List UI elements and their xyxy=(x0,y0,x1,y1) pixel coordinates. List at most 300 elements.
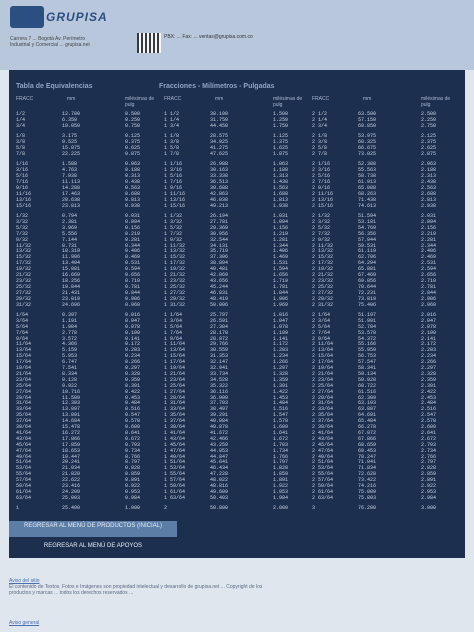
back-to-support-button[interactable]: REGRESAR AL MENÚ DE APOYOS xyxy=(9,541,177,551)
inch-cell: 1.938 xyxy=(273,202,289,209)
fraction-cell: 45/64 xyxy=(16,441,32,448)
fraction-cell: 53/64 xyxy=(16,465,32,472)
millimeter-cell: 21.431 xyxy=(62,289,81,296)
fraction-cell: 27/64 xyxy=(16,388,32,395)
fraction-cell: 1 27/64 xyxy=(164,388,186,395)
inch-cell: 1.344 xyxy=(273,242,289,249)
millimeter-cell: 63.500 xyxy=(358,111,377,117)
site-notice-heading: Aviso del sitio xyxy=(9,578,40,584)
inch-cell: 0.391 xyxy=(125,382,141,389)
fraction-cell: 1 11/32 xyxy=(164,242,186,249)
inch-cell: 1.094 xyxy=(273,218,289,225)
inch-cell: 2.531 xyxy=(421,260,437,267)
millimeter-cell: 29.766 xyxy=(210,341,229,348)
inch-cell: 0.547 xyxy=(125,412,141,419)
inch-cell: 0.906 xyxy=(125,295,141,302)
site-notice xyxy=(9,578,269,596)
fraction-cell: 7/16 xyxy=(16,179,29,185)
millimeter-cell: 30.163 xyxy=(210,167,229,174)
fraction-cell: 1 29/64 xyxy=(164,394,186,401)
inch-cell: 2.063 xyxy=(421,161,437,168)
fraction-cell: 5/64 xyxy=(16,323,29,330)
inch-cell: 0.516 xyxy=(125,406,141,413)
millimeter-cell: 44.450 xyxy=(210,122,229,129)
millimeter-cell: 55.563 xyxy=(358,167,377,174)
fraction-cell: 2 21/64 xyxy=(312,370,334,377)
inch-cell: 1.156 xyxy=(273,224,289,231)
millimeter-cell: 9.128 xyxy=(62,376,78,383)
fraction-cell: 2 5/8 xyxy=(312,145,328,151)
inch-cell: 1.922 xyxy=(273,483,289,489)
fraction-cell: 13/64 xyxy=(16,347,32,354)
millimeter-cell: 51.991 xyxy=(358,317,377,324)
inch-cell: 0.406 xyxy=(125,248,141,255)
inch-cell: 1.125 xyxy=(273,133,289,140)
inch-cell: 0.984 xyxy=(125,494,141,501)
back-to-products-button[interactable]: REGRESAR AL MENÚ DE PRODUCTOS (INICIAL) xyxy=(9,521,177,537)
inch-cell: 0.734 xyxy=(125,447,141,454)
fraction-cell: 23/64 xyxy=(16,376,32,383)
fraction-cell: 49/64 xyxy=(16,453,32,460)
inch-cell: 1.188 xyxy=(273,167,289,174)
fraction-cell: 7/32 xyxy=(16,230,29,237)
inch-cell: 0.500 xyxy=(125,111,141,117)
millimeter-cell: 21.828 xyxy=(62,471,81,478)
inch-cell: 2.813 xyxy=(421,196,437,203)
fraction-cell: 1 55/64 xyxy=(164,471,186,478)
inch-cell: 2.719 xyxy=(421,277,437,284)
fraction-cell: 2 1/4 xyxy=(312,116,328,123)
fraction-cell: 2 29/64 xyxy=(312,394,334,401)
fraction-cell: 27/32 xyxy=(16,289,32,296)
fraction-cell: 2 9/64 xyxy=(312,335,331,342)
millimeter-cell: 48.022 xyxy=(210,477,229,484)
inch-cell: 1.266 xyxy=(273,359,289,366)
millimeter-cell: 3.175 xyxy=(62,133,78,140)
millimeter-cell: 32.147 xyxy=(210,359,229,366)
fraction-cell: 2 33/64 xyxy=(312,406,334,413)
inch-cell: 1.641 xyxy=(273,429,289,436)
column-header-inch: milésimas de pulg xyxy=(273,96,303,108)
inch-cell: 0.063 xyxy=(125,161,141,168)
millimeter-cell: 34.925 xyxy=(210,139,229,146)
millimeter-cell: 1.984 xyxy=(62,323,78,330)
inch-cell: 2.156 xyxy=(421,224,437,231)
millimeter-cell: 28.972 xyxy=(210,335,229,342)
fraction-cell: 1 1/16 xyxy=(164,161,183,168)
millimeter-cell: 52.784 xyxy=(358,323,377,330)
inch-cell: 2.188 xyxy=(421,167,437,174)
millimeter-cell: 53.181 xyxy=(358,218,377,225)
inch-cell: 2.453 xyxy=(421,394,437,401)
inch-cell: 2.547 xyxy=(421,412,437,419)
millimeter-cell: 55.959 xyxy=(358,347,377,354)
millimeter-cell: 23.416 xyxy=(62,483,81,489)
fraction-cell: 2 37/64 xyxy=(312,418,334,425)
inch-cell: 2.141 xyxy=(421,335,437,342)
inch-cell: 0.188 xyxy=(125,167,141,174)
fraction-cell: 2 43/64 xyxy=(312,435,334,442)
fraction-cell: 1 45/64 xyxy=(164,441,186,448)
column-header-mm: mm xyxy=(67,96,76,102)
fraction-cell: 2 25/64 xyxy=(312,382,334,389)
fraction-cell: 51/64 xyxy=(16,459,32,466)
fraction-cell: 1 25/64 xyxy=(164,382,186,389)
millimeter-cell: 6.747 xyxy=(62,359,78,366)
fraction-cell: 2 9/32 xyxy=(312,236,331,243)
millimeter-cell: 49.213 xyxy=(210,202,229,209)
inch-cell: 1.672 xyxy=(273,435,289,442)
millimeter-cell: 43.259 xyxy=(210,441,229,448)
fraction-cell: 2 61/64 xyxy=(312,488,334,495)
fraction-cell: 1 23/64 xyxy=(164,376,186,383)
millimeter-cell: 50.800 xyxy=(210,505,229,512)
fraction-cell: 2 7/32 xyxy=(312,230,331,237)
inch-cell: 1.359 xyxy=(273,376,289,383)
inch-cell: 1.688 xyxy=(273,190,289,197)
fraction-cell: 2 17/64 xyxy=(312,359,334,366)
fraction-cell: 2 51/64 xyxy=(312,459,334,466)
millimeter-cell: 5.159 xyxy=(62,347,78,354)
millimeter-cell: 75.406 xyxy=(358,301,377,308)
fraction-cell: 2 39/64 xyxy=(312,424,334,430)
millimeter-cell: 65.088 xyxy=(358,184,377,191)
inch-cell: 0.031 xyxy=(125,213,141,219)
inch-cell: 2.094 xyxy=(421,218,437,225)
inch-cell: 2.406 xyxy=(421,248,437,255)
inch-cell: 0.438 xyxy=(125,179,141,185)
inch-cell: 1.859 xyxy=(273,471,289,478)
fraction-cell: 57/64 xyxy=(16,477,32,484)
millimeter-cell: 22.622 xyxy=(62,477,81,484)
fraction-cell: 1 5/64 xyxy=(164,323,183,330)
fraction-cell: 2 41/64 xyxy=(312,429,334,436)
inch-cell: 1.734 xyxy=(273,447,289,454)
inch-cell: 2.359 xyxy=(421,376,437,383)
inch-cell: 1.406 xyxy=(273,248,289,255)
inch-cell: 0.422 xyxy=(125,388,141,395)
millimeter-cell: 65.881 xyxy=(358,266,377,273)
inch-cell: 0.672 xyxy=(125,435,141,442)
table-title: Tabla de Equivalencias xyxy=(16,83,93,90)
inch-cell: 2.656 xyxy=(421,272,437,278)
fraction-cell: 2 1/32 xyxy=(312,213,331,219)
inch-cell: 2.766 xyxy=(421,453,437,460)
fraction-cell: 2 45/64 xyxy=(312,441,334,448)
fraction-cell: 1 63/64 xyxy=(164,494,186,501)
inch-cell: 0.828 xyxy=(125,465,141,472)
fraction-cell: 1 43/64 xyxy=(164,435,186,442)
fraction-cell: 1 7/8 xyxy=(164,150,180,157)
millimeter-cell: 16.669 xyxy=(62,272,81,278)
inch-cell: 1.031 xyxy=(273,213,289,219)
fraction-cell: 2 19/64 xyxy=(312,365,334,371)
qr-code-icon xyxy=(137,33,161,53)
inch-cell: 2.672 xyxy=(421,435,437,442)
millimeter-cell: 65.484 xyxy=(358,418,377,425)
millimeter-cell: 13.097 xyxy=(62,406,81,413)
millimeter-cell: 19.447 xyxy=(62,453,81,460)
millimeter-cell: 61.516 xyxy=(358,388,377,395)
inch-cell: 0.594 xyxy=(125,266,141,273)
fraction-cell: 1 21/32 xyxy=(164,272,186,278)
fraction-cell: 17/64 xyxy=(16,359,32,366)
millimeter-cell: 58.738 xyxy=(358,173,377,180)
millimeter-cell: 63.897 xyxy=(358,406,377,413)
inch-cell: 1.563 xyxy=(273,184,289,191)
site-header xyxy=(0,0,474,70)
fraction-cell: 1 1/2 xyxy=(164,111,180,117)
millimeter-cell: 69.453 xyxy=(358,447,377,454)
inch-cell: 0.922 xyxy=(125,483,141,489)
fraction-cell: 2 31/32 xyxy=(312,301,334,308)
millimeter-cell: 20.638 xyxy=(62,196,81,203)
millimeter-cell: 42.466 xyxy=(210,435,229,442)
inch-cell: 0.469 xyxy=(125,254,141,261)
fraction-cell: 11/32 xyxy=(16,242,32,249)
inch-cell: 0.109 xyxy=(125,329,141,336)
millimeter-cell: 17.859 xyxy=(62,441,81,448)
fraction-cell: 1 35/64 xyxy=(164,412,186,419)
fraction-cell: 2 3/16 xyxy=(312,167,331,174)
fraction-cell: 1 3/16 xyxy=(164,167,183,174)
column-header-fracc: FRACC xyxy=(164,96,182,102)
column-header-fracc: FRACC xyxy=(312,96,330,102)
millimeter-cell: 27.384 xyxy=(210,323,229,330)
fraction-cell: 1 49/64 xyxy=(164,453,186,460)
millimeter-cell: 67.469 xyxy=(358,272,377,278)
inch-cell: 0.563 xyxy=(125,184,141,191)
fraction-cell: 1 1/8 xyxy=(164,133,180,140)
fraction-cell: 47/64 xyxy=(16,447,32,454)
inch-cell: 2.234 xyxy=(421,353,437,360)
fraction-cell: 2 27/64 xyxy=(312,388,334,395)
millimeter-cell: 73.025 xyxy=(358,150,377,157)
inch-cell: 2.500 xyxy=(421,111,437,117)
fraction-cell: 2 19/32 xyxy=(312,266,334,273)
millimeter-cell: 56.753 xyxy=(358,353,377,360)
fraction-cell: 19/32 xyxy=(16,266,32,273)
inch-cell: 2.938 xyxy=(421,202,437,209)
fraction-cell: 2 5/32 xyxy=(312,224,331,231)
millimeter-cell: 32.544 xyxy=(210,236,229,243)
inch-cell: 2.563 xyxy=(421,184,437,191)
millimeter-cell: 46.038 xyxy=(210,196,229,203)
millimeter-cell: 40.878 xyxy=(210,424,229,430)
fraction-cell: 2 3/32 xyxy=(312,218,331,225)
fraction-cell: 7/64 xyxy=(16,329,29,336)
inch-cell: 1.172 xyxy=(273,341,289,348)
millimeter-cell: 26.591 xyxy=(210,317,229,324)
millimeter-cell: 72.231 xyxy=(358,289,377,296)
inch-cell: 0.125 xyxy=(125,133,141,140)
millimeter-cell: 72.628 xyxy=(358,471,377,478)
fraction-cell: 2 15/16 xyxy=(312,202,334,209)
fraction-cell: 2 17/32 xyxy=(312,260,334,267)
millimeter-cell: 27.781 xyxy=(210,218,229,225)
inch-cell: 2.875 xyxy=(421,150,437,157)
millimeter-cell: 66.675 xyxy=(358,145,377,151)
inch-cell: 2.516 xyxy=(421,406,437,413)
millimeter-cell: 43.656 xyxy=(210,277,229,284)
millimeter-cell: 61.913 xyxy=(358,179,377,185)
inch-cell: 0.297 xyxy=(125,365,141,371)
fraction-cell: 2 27/32 xyxy=(312,289,334,296)
millimeter-cell: 37.703 xyxy=(210,400,229,407)
millimeter-cell: 61.119 xyxy=(358,248,377,255)
inch-cell: 1.719 xyxy=(273,277,289,284)
fraction-cell: 1 19/32 xyxy=(164,266,186,273)
fraction-cell: 1 13/16 xyxy=(164,196,186,203)
fraction-cell: 2 25/32 xyxy=(312,283,334,290)
millimeter-cell: 28.178 xyxy=(210,329,229,336)
inch-cell: 0.797 xyxy=(125,459,141,466)
fraction-cell: 21/64 xyxy=(16,370,32,377)
millimeter-cell: 75.803 xyxy=(358,494,377,501)
fraction-cell: 7/8 xyxy=(16,150,26,157)
millimeter-cell: 57.150 xyxy=(358,116,377,123)
millimeter-cell: 2.381 xyxy=(62,218,78,225)
fraction-cell: 25/32 xyxy=(16,283,32,290)
inch-cell: 0.328 xyxy=(125,370,141,377)
fraction-cell: 2 59/64 xyxy=(312,483,334,489)
inch-cell: 2.203 xyxy=(421,347,437,354)
inch-cell: 1.750 xyxy=(273,122,289,129)
fraction-cell: 1 17/64 xyxy=(164,359,186,366)
fraction-cell: 5/16 xyxy=(16,173,29,180)
inch-cell: 2.578 xyxy=(421,418,437,425)
inch-cell: 0.953 xyxy=(125,488,141,495)
millimeter-cell: 11.509 xyxy=(62,394,81,401)
inch-cell: 2.000 xyxy=(273,505,289,512)
millimeter-cell: 56.356 xyxy=(358,230,377,237)
fraction-cell: 55/64 xyxy=(16,471,32,478)
millimeter-cell: 3.969 xyxy=(62,224,78,231)
millimeter-cell: 7.541 xyxy=(62,365,78,371)
fraction-cell: 2 1/64 xyxy=(312,311,331,318)
inch-cell: 0.750 xyxy=(125,122,141,129)
inch-cell: 0.359 xyxy=(125,376,141,383)
millimeter-cell: 60.722 xyxy=(358,382,377,389)
millimeter-cell: 30.559 xyxy=(210,347,229,354)
millimeter-cell: 48.816 xyxy=(210,483,229,489)
fraction-cell: 2 11/16 xyxy=(312,190,334,197)
millimeter-cell: 46.434 xyxy=(210,465,229,472)
millimeter-cell: 67.072 xyxy=(358,429,377,436)
fraction-cell: 1 5/8 xyxy=(164,145,180,151)
millimeter-cell: 69.850 xyxy=(358,122,377,129)
inch-cell: 2.781 xyxy=(421,283,437,290)
inch-cell: 1.000 xyxy=(125,505,141,512)
millimeter-cell: 54.372 xyxy=(358,335,377,342)
fraction-cell: 2 11/64 xyxy=(312,341,334,348)
millimeter-cell: 9.922 xyxy=(62,382,78,389)
fraction-cell: 1/2 xyxy=(16,111,26,117)
inch-cell: 0.078 xyxy=(125,323,141,330)
millimeter-cell: 24.209 xyxy=(62,488,81,495)
inch-cell: 1.078 xyxy=(273,323,289,330)
millimeter-cell: 0.794 xyxy=(62,213,78,219)
millimeter-cell: 11.906 xyxy=(62,254,81,261)
inch-cell: 1.063 xyxy=(273,161,289,168)
fraction-cell: 1 3/4 xyxy=(164,122,180,129)
millimeter-cell: 45.244 xyxy=(210,283,229,290)
millimeter-cell: 21.034 xyxy=(62,465,81,472)
millimeter-cell: 28.575 xyxy=(210,133,229,140)
millimeter-cell: 18.256 xyxy=(62,277,81,284)
millimeter-cell: 40.084 xyxy=(210,418,229,425)
inch-cell: 0.891 xyxy=(125,477,141,484)
inch-cell: 1.766 xyxy=(273,453,289,460)
fraction-cell: 3/64 xyxy=(16,317,29,324)
millimeter-cell: 75.009 xyxy=(358,488,377,495)
millimeter-cell: 26.194 xyxy=(210,213,229,219)
general-notice-link[interactable]: Aviso general xyxy=(9,620,40,626)
fraction-cell: 2 xyxy=(164,505,168,512)
inch-cell: 2.906 xyxy=(421,295,437,302)
inch-cell: 2.984 xyxy=(421,494,437,501)
column-header-inch: milésimas de pulg xyxy=(125,96,155,108)
fraction-cell: 1 3/32 xyxy=(164,218,183,225)
inch-cell: 2.422 xyxy=(421,388,437,395)
fraction-cell: 13/16 xyxy=(16,196,32,203)
table-subtitle: Fracciones - Milímetros - Pulgadas xyxy=(159,83,275,90)
fraction-cell: 2 13/64 xyxy=(312,347,334,354)
millimeter-cell: 32.941 xyxy=(210,365,229,371)
millimeter-cell: 30.956 xyxy=(210,230,229,237)
millimeter-cell: 44.053 xyxy=(210,447,229,454)
inch-cell: 0.688 xyxy=(125,190,141,197)
inch-cell: 1.484 xyxy=(273,400,289,407)
fraction-cell: 2 7/8 xyxy=(312,150,328,157)
millimeter-cell: 35.322 xyxy=(210,382,229,389)
fraction-cell: 1 29/32 xyxy=(164,295,186,302)
inch-cell: 2.688 xyxy=(421,190,437,197)
fraction-cell: 1 15/16 xyxy=(164,202,186,209)
inch-cell: 0.641 xyxy=(125,429,141,436)
fraction-cell: 1 xyxy=(16,505,20,512)
inch-cell: 0.781 xyxy=(125,283,141,290)
inch-cell: 2.797 xyxy=(421,459,437,466)
inch-cell: 2.703 xyxy=(421,441,437,448)
inch-cell: 2.844 xyxy=(421,289,437,296)
millimeter-cell: 66.278 xyxy=(358,424,377,430)
fraction-cell: 3 xyxy=(312,505,316,512)
inch-cell: 2.297 xyxy=(421,365,437,371)
millimeter-cell: 23.813 xyxy=(62,202,81,209)
fraction-cell: 1 61/64 xyxy=(164,488,186,495)
inch-cell: 0.094 xyxy=(125,218,141,225)
millimeter-cell: 54.769 xyxy=(358,224,377,231)
millimeter-cell: 42.069 xyxy=(210,272,229,278)
millimeter-cell: 51.197 xyxy=(358,311,377,318)
millimeter-cell: 36.909 xyxy=(210,394,229,401)
fraction-cell: 21/32 xyxy=(16,272,32,278)
inch-cell: 2.859 xyxy=(421,471,437,478)
company-address: Carrera 7 ... Bogotá Av. Perímetro Industrial y Comercial ... grupisa.net xyxy=(10,36,90,48)
fraction-cell: 1 7/16 xyxy=(164,179,183,185)
inch-cell: 1.594 xyxy=(273,266,289,273)
millimeter-cell: 57.944 xyxy=(358,236,377,243)
millimeter-cell: 14.684 xyxy=(62,418,81,425)
inch-cell: 0.719 xyxy=(125,277,141,284)
fraction-cell: 2 1/8 xyxy=(312,133,328,140)
fraction-cell: 31/64 xyxy=(16,400,32,407)
fraction-cell: 1 23/32 xyxy=(164,277,186,284)
inch-cell: 2.391 xyxy=(421,382,437,389)
millimeter-cell: 73.422 xyxy=(358,477,377,484)
millimeter-cell: 10.319 xyxy=(62,248,81,255)
